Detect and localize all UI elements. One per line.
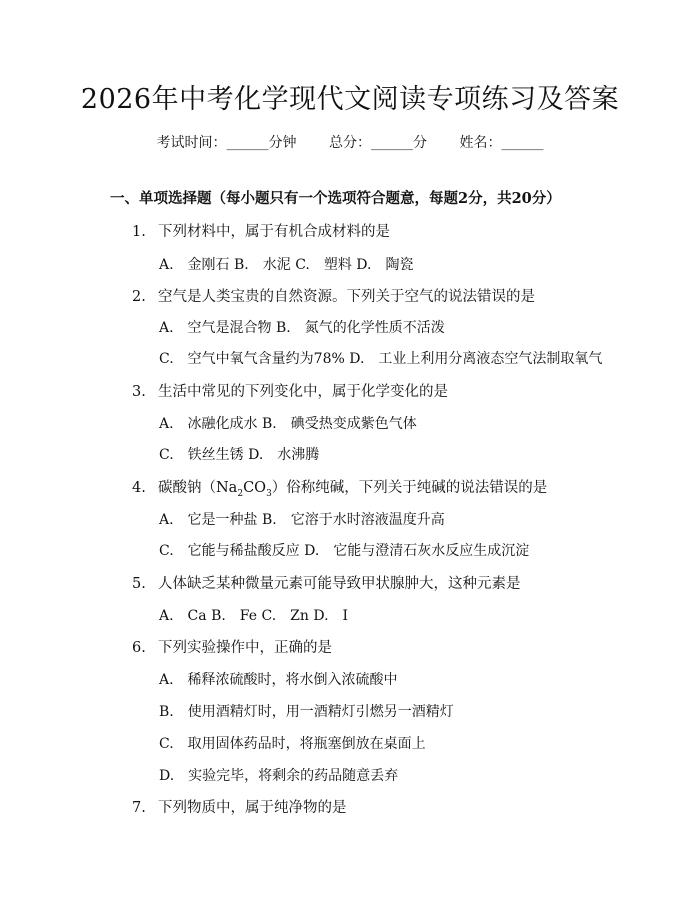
question-number: 5. bbox=[132, 576, 146, 592]
question-6-option-c: C. 取用固体药品时，将瓶塞倒放在桌面上 bbox=[159, 736, 426, 752]
question-number: 6. bbox=[132, 640, 146, 656]
exam-info-line bbox=[0, 133, 700, 153]
question-4-options-cd: C. 它能与稀盐酸反应 D. 它能与澄清石灰水反应生成沉淀 bbox=[159, 543, 530, 559]
total-score-field: 总分：______分 bbox=[329, 135, 427, 151]
question-text: 生活中常见的下列变化中，属于化学变化的是 bbox=[158, 384, 448, 400]
question-number: 7. bbox=[132, 800, 146, 816]
question-5-options: A. Ca B. Fe C. Zn D. I bbox=[159, 608, 349, 624]
question-text: 下列物质中，属于纯净物的是 bbox=[158, 800, 347, 816]
question-number: 2. bbox=[132, 289, 146, 305]
question-3-options-ab: A. 冰融化成水 B. 碘受热变成紫色气体 bbox=[159, 416, 417, 432]
student-name-field: 姓名：______ bbox=[459, 135, 544, 151]
question-6-option-d: D. 实验完毕，将剩余的药品随意丢弃 bbox=[159, 768, 399, 784]
question-3 bbox=[132, 382, 448, 402]
question-1-options: A. 金刚石 B. 水泥 C. 塑料 D. 陶瓷 bbox=[159, 257, 414, 273]
question-text-pre: 碳酸钠（Na bbox=[158, 480, 238, 496]
question-text: 下列实验操作中，正确的是 bbox=[158, 640, 332, 656]
question-text-mid: CO bbox=[243, 480, 267, 496]
question-6 bbox=[132, 638, 332, 658]
question-4 bbox=[132, 478, 547, 498]
question-1 bbox=[132, 222, 390, 242]
page-title: 2026年中考化学现代文阅读专项练习及答案 bbox=[80, 84, 620, 115]
formula-subscript: 2 bbox=[237, 488, 244, 499]
question-number: 4. bbox=[132, 480, 146, 496]
question-4-options-ab: A. 它是一种盐 B. 它溶于水时溶液温度升高 bbox=[159, 512, 445, 528]
question-3-options-cd: C. 铁丝生锈 D. 水沸腾 bbox=[159, 447, 320, 463]
question-text-post: ）俗称纯碱，下列关于纯碱的说法错误的是 bbox=[271, 480, 548, 496]
question-text: 空气是人类宝贵的自然资源。下列关于空气的说法错误的是 bbox=[158, 289, 535, 305]
question-2-options-ab: A. 空气是混合物 B. 氮气的化学性质不活泼 bbox=[159, 320, 445, 336]
question-2 bbox=[132, 287, 535, 307]
question-5 bbox=[132, 574, 521, 594]
question-7 bbox=[132, 798, 347, 818]
question-6-option-b: B. 使用酒精灯时，用一酒精灯引燃另一酒精灯 bbox=[159, 704, 454, 720]
question-text: 人体缺乏某种微量元素可能导致甲状腺肿大，这种元素是 bbox=[158, 576, 521, 592]
question-number: 3. bbox=[132, 384, 146, 400]
question-6-option-a: A. 稀释浓硫酸时，将水倒入浓硫酸中 bbox=[159, 672, 398, 688]
question-text: 下列材料中，属于有机合成材料的是 bbox=[158, 224, 390, 240]
question-2-options-cd: C. 空气中氧气含量约为78% D. 工业上利用分离液态空气法制取氧气 bbox=[159, 351, 603, 367]
formula-subscript: 3 bbox=[266, 488, 272, 499]
exam-time-field: 考试时间：______分钟 bbox=[156, 135, 297, 151]
section-heading-single-choice: 一、单项选择题（每小题只有一个选项符合题意，每题2分，共20分） bbox=[110, 190, 561, 207]
question-number: 1. bbox=[132, 224, 146, 240]
